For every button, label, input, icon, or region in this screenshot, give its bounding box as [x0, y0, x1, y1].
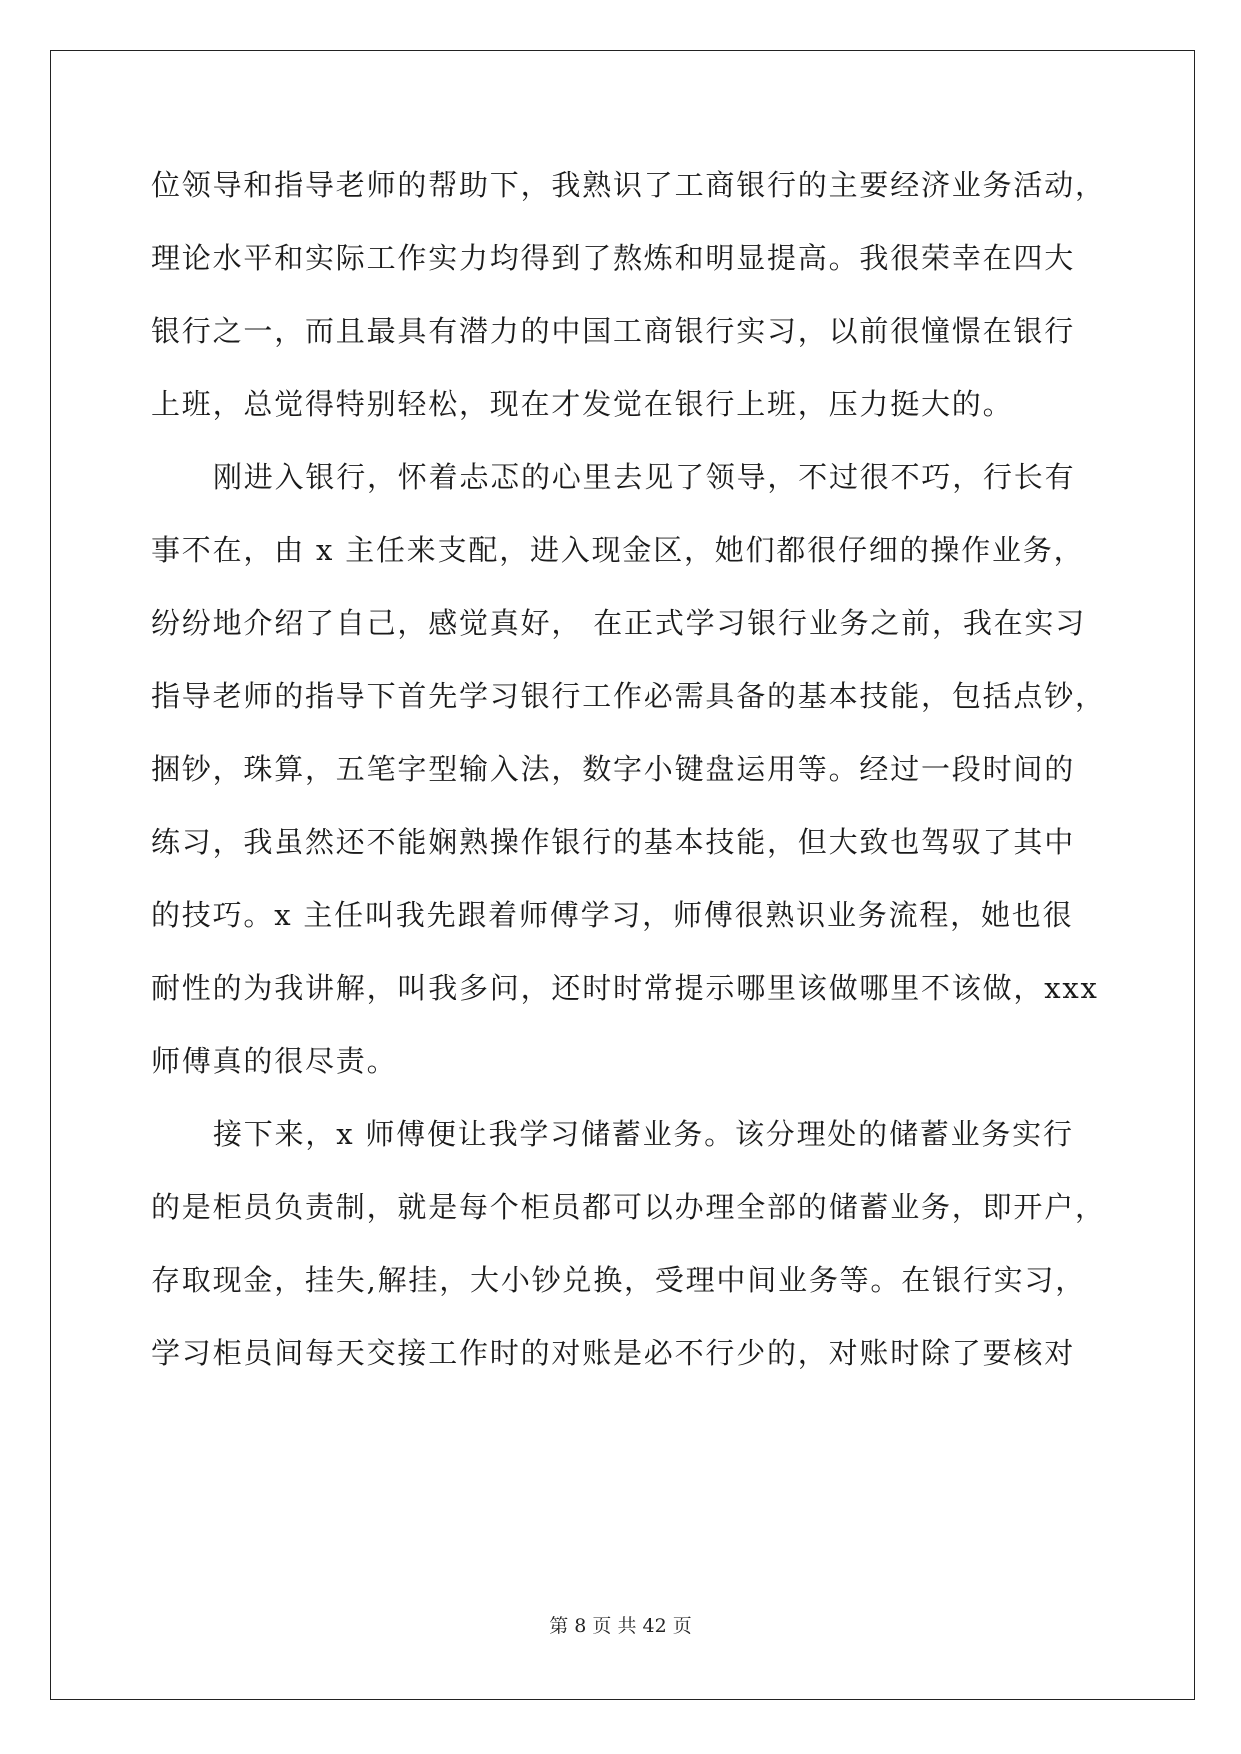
text-line: 的技巧。x 主任叫我先跟着师傅学习，师傅很熟识业务流程，她也很 [151, 898, 1074, 932]
paragraph-start-line: 接下来，x 师傅便让我学习储蓄业务。该分理处的储蓄业务实行 [213, 1117, 1074, 1151]
page-number-footer: 第 8 页 共 42 页 [549, 1615, 692, 1637]
text-line: 学习柜员间每天交接工作时的对账是必不行少的，对账时除了要核对 [151, 1336, 1076, 1370]
text-line: 纷纷地介绍了自己，感觉真好， 在正式学习银行业务之前，我在实习 [151, 606, 1087, 640]
text-line: 位领导和指导老师的帮助下，我熟识了工商银行的主要经济业务活动， [151, 168, 1106, 202]
text-line: 的是柜员负责制，就是每个柜员都可以办理全部的储蓄业务，即开户， [151, 1190, 1106, 1224]
page-border [50, 50, 1195, 1700]
text-line: 事不在，由 x 主任来支配，进入现金区，她们都很仔细的操作业务， [151, 533, 1085, 567]
text-line: 师傅真的很尽责。 [151, 1044, 398, 1078]
text-line: 捆钞，珠算，五笔字型输入法，数字小键盘运用等。经过一段时间的 [151, 752, 1076, 786]
text-line: 银行之一，而且最具有潜力的中国工商银行实习，以前很憧憬在银行 [151, 314, 1076, 348]
text-line: 理论水平和实际工作实力均得到了熬炼和明显提高。我很荣幸在四大 [151, 241, 1076, 275]
paragraph-start-line: 刚进入银行，怀着忐忑的心里去见了领导，不过很不巧，行长有 [213, 460, 1076, 494]
text-line: 指导老师的指导下首先学习银行工作必需具备的基本技能，包括点钞， [151, 679, 1106, 713]
text-line: 练习，我虽然还不能娴熟操作银行的基本技能，但大致也驾驭了其中 [151, 825, 1076, 859]
text-line: 耐性的为我讲解，叫我多问，还时时常提示哪里该做哪里不该做，xxx [151, 971, 1099, 1005]
text-line: 上班，总觉得特别轻松，现在才发觉在银行上班，压力挺大的。 [151, 387, 1014, 421]
text-line: 存取现金，挂失,解挂，大小钞兑换，受理中间业务等。在银行实习， [151, 1263, 1087, 1297]
